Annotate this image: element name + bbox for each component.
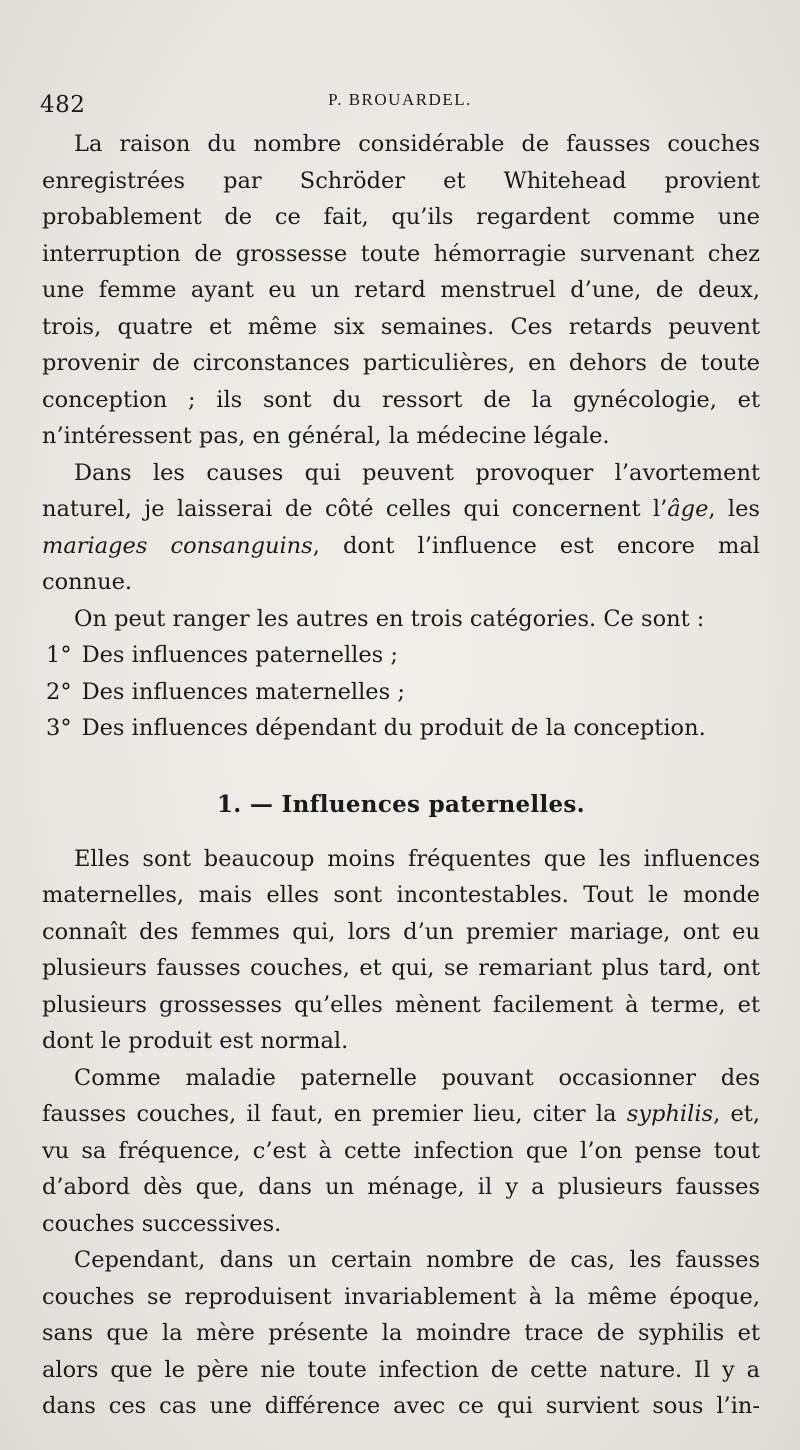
paragraph-2-part-c: , dont l’influence est encore mal connue. <box>42 532 760 595</box>
page-number: 482 <box>40 92 86 118</box>
body-text <box>42 126 760 1425</box>
list-item <box>42 674 760 711</box>
paragraph-2-part-b: , les <box>708 496 760 522</box>
paragraph-3: On peut ranger les autres en trois catégories. Ce sont : <box>74 605 705 632</box>
paragraph-5 <box>42 1060 760 1243</box>
italic-syphilis: syphilis <box>626 1101 714 1127</box>
list-number: 1° <box>46 642 72 668</box>
section-title: 1. — Influences paternelles. <box>217 790 585 818</box>
running-head-author: P. BROUARDEL. <box>328 90 472 109</box>
list-text: Des influences dépendant du produit de la conception. <box>81 715 706 741</box>
paragraph-6: Cependant, dans un certain nombre de cas, les fausses couches se reproduisent invariablement à la même époque, sans que la mère présente la moindre trace de syphilis et alors que le père nie toute infection de cette nature. Il y a dans ces cas une différence avec ce qui survient sous l’in- <box>42 1247 760 1419</box>
running-head <box>40 88 760 118</box>
list-item <box>42 710 760 747</box>
italic-age: âge <box>667 496 709 522</box>
paragraph-4: Elles sont beaucoup moins fréquentes que les influences maternelles, mais elles sont incontestables. Tout le monde connaît des femmes qui, lors d’un premier mariage, ont eu plusieurs fausses couches, et qui, se remariant plus tard, ont plusieurs grossesses qu’elles mènent facilement à terme, et dont le produit est normal. <box>42 845 760 1054</box>
list-number: 2° <box>46 678 72 705</box>
list-item <box>42 637 760 674</box>
paragraph-1: La raison du nombre considérable de fausses couches enregistrées par Schröder et Whitehead provient probablement de ce fait, qu’ils regardent comme une interruption de grossesse toute hémorragie survenant chez une femme ayant eu un retard menstruel d’une, de deux, trois, quatre et même six semaines. Ces retards peuvent provenir de circonstances particulières, en dehors de toute conception ; ils sont du ressort de la gynécologie, et n’intéressent pas, en général, la médecine légale. <box>42 131 760 449</box>
paragraph-5-part-a: Comme maladie paternelle pouvant occasionner des fausses couches, il faut, en premier lieu, citer la <box>42 1064 760 1127</box>
italic-mariages-consanguins: mariages consanguins <box>42 532 313 559</box>
paragraph-2-part-a: Dans les causes qui peuvent provoquer l’avortement naturel, je laisserai de côté celles qui concernent l’ <box>42 459 760 522</box>
paragraph-2 <box>42 455 760 601</box>
list-text: Des influences paternelles ; <box>81 642 398 668</box>
list-number: 3° <box>46 715 72 741</box>
list-text: Des influences maternelles ; <box>81 678 405 705</box>
paragraph-5-part-b: , et, vu sa fréquence, c’est à cette infection que l’on pense tout d’abord dès que, dans un ménage, il y a plusieurs fausses couches successives. <box>42 1101 760 1237</box>
